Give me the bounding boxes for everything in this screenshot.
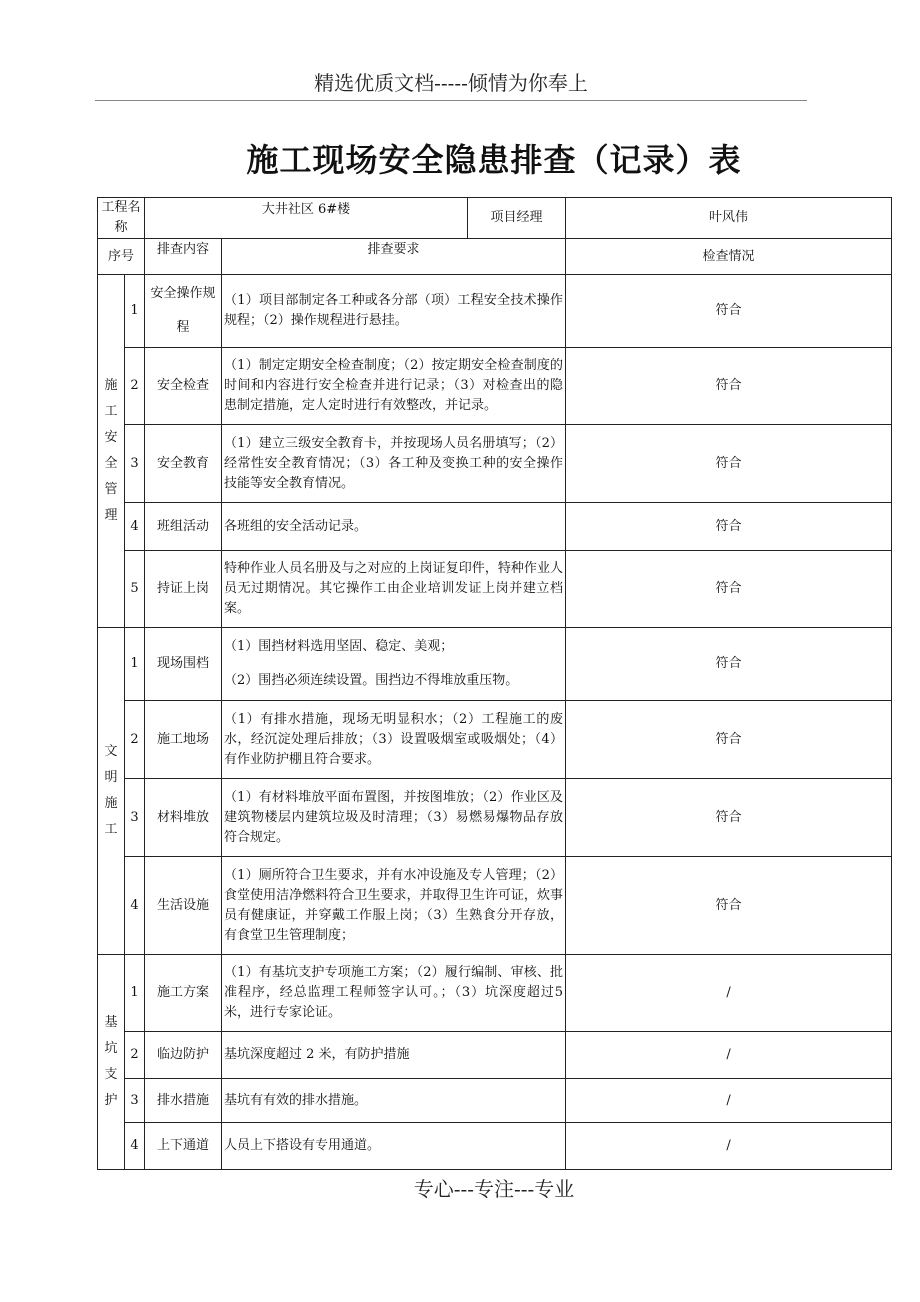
- row-number: 5: [125, 551, 145, 628]
- project-manager-label: 项目经理: [468, 198, 566, 239]
- inspection-status: 符合: [566, 551, 892, 628]
- inspection-item: 安全教育: [145, 425, 222, 503]
- inspection-item: 施工地场: [145, 701, 222, 779]
- inspection-status: 符合: [566, 857, 892, 955]
- category-cell: [98, 628, 125, 955]
- row-number: 4: [125, 1123, 145, 1170]
- inspection-status: 符合: [566, 628, 892, 701]
- inspection-requirement: 基坑深度超过 2 米，有防护措施: [222, 1032, 566, 1079]
- column-header-status: 检查情况: [566, 239, 892, 275]
- row-number: 1: [125, 275, 145, 348]
- inspection-requirement: （1）有排水措施，现场无明显积水；（2）工程施工的废水，经沉淀处理后排放；（3）设置吸烟室或吸烟处；（4）有作业防护棚且符合要求。: [222, 701, 566, 779]
- inspection-status: /: [566, 1079, 892, 1123]
- requirement-line-2: （2）围挡必须连续设置。围挡边不得堆放重压物。: [224, 673, 519, 688]
- inspection-item: 班组活动: [145, 503, 222, 551]
- inspection-item: 安全操作规程: [145, 275, 222, 348]
- column-header-content: 排查内容: [145, 239, 222, 275]
- table-row: [98, 275, 892, 348]
- column-header-row: [98, 239, 892, 275]
- inspection-status: /: [566, 1123, 892, 1170]
- table-row: [98, 503, 892, 551]
- category-cell: [98, 275, 125, 628]
- table-row: [98, 1032, 892, 1079]
- inspection-status: 符合: [566, 425, 892, 503]
- row-number: 4: [125, 857, 145, 955]
- inspection-item: 施工方案: [145, 955, 222, 1032]
- table-row: [98, 425, 892, 503]
- row-number: 1: [125, 955, 145, 1032]
- inspection-item: 上下通道: [145, 1123, 222, 1170]
- row-number: 3: [125, 779, 145, 857]
- category-cell: [98, 955, 125, 1170]
- project-name-value: 大井社区 6#楼: [145, 198, 468, 239]
- project-name-label: 工程名称: [98, 198, 145, 239]
- inspection-table: [97, 197, 892, 1170]
- row-number: 1: [125, 628, 145, 701]
- table-row: [98, 1079, 892, 1123]
- inspection-requirement: 人员上下搭设有专用通道。: [222, 1123, 566, 1170]
- column-header-seq: 序号: [98, 239, 145, 275]
- row-number: 2: [125, 701, 145, 779]
- column-header-requirement: 排查要求: [222, 239, 566, 275]
- inspection-item: 生活设施: [145, 857, 222, 955]
- table-row: [98, 628, 892, 701]
- page-footer: 专心---专注---专业: [413, 1177, 575, 1201]
- inspection-requirement: （1）厕所符合卫生要求，并有水冲设施及专人管理；（2）食堂使用洁净燃料符合卫生要求，并取得卫生许可证，炊事员有健康证，并穿戴工作服上岗；（3）生熟食分开存放，有食堂卫生管理制度；: [222, 857, 566, 955]
- row-number: 2: [125, 1032, 145, 1079]
- table-row: [98, 857, 892, 955]
- row-number: 3: [125, 425, 145, 503]
- project-manager-value: 叶风伟: [566, 198, 892, 239]
- inspection-requirement: （1）有基坑支护专项施工方案；（2）履行编制、审核、批准程序，经总监理工程师签字认可。；（3）坑深度超过5米，进行专家论证。: [222, 955, 566, 1032]
- inspection-item: 安全检查: [145, 348, 222, 425]
- inspection-requirement: 基坑有有效的排水措施。: [222, 1079, 566, 1123]
- table-row: [98, 1123, 892, 1170]
- inspection-requirement: 特种作业人员名册及与之对应的上岗证复印件，特种作业人员无过期情况。其它操作工由企业培训发证上岗并建立档案。: [222, 551, 566, 628]
- inspection-item: 持证上岗: [145, 551, 222, 628]
- inspection-status: 符合: [566, 503, 892, 551]
- inspection-requirement: （1）有材料堆放平面布置图，并按图堆放；（2）作业区及建筑物楼层内建筑垃圾及时清理；（3）易燃易爆物品存放符合规定。: [222, 779, 566, 857]
- table-row: [98, 955, 892, 1032]
- table-row: [98, 779, 892, 857]
- inspection-item: 临边防护: [145, 1032, 222, 1079]
- inspection-status: 符合: [566, 779, 892, 857]
- table-row: [98, 551, 892, 628]
- header-divider: [95, 100, 807, 101]
- inspection-item: 排水措施: [145, 1079, 222, 1123]
- category-label: 基坑支护: [104, 1015, 118, 1108]
- inspection-requirement: （1）项目部制定各工种或各分部（项）工程安全技术操作规程；（2）操作规程进行悬挂。: [222, 275, 566, 348]
- requirement-line-1: （1）围挡材料选用坚固、稳定、美观；: [224, 639, 454, 654]
- inspection-status: 符合: [566, 275, 892, 348]
- inspection-item: 现场围档: [145, 628, 222, 701]
- inspection-requirement: （1）制定定期安全检查制度；（2）按定期安全检查制度的时间和内容进行安全检查并进行记录；（3）对检查出的隐患制定措施，定人定时进行有效整改，并记录。: [222, 348, 566, 425]
- inspection-status: 符合: [566, 701, 892, 779]
- project-info-row: [98, 198, 892, 239]
- inspection-requirement: 各班组的安全活动记录。: [222, 503, 566, 551]
- document-title: 施工现场安全隐患排查（记录）表: [246, 141, 742, 179]
- table-row: [98, 701, 892, 779]
- inspection-requirement: （1）建立三级安全教育卡，并按现场人员名册填写；（2）经常性安全教育情况；（3）各工种及变换工种的安全操作技能等安全教育情况。: [222, 425, 566, 503]
- inspection-status: /: [566, 955, 892, 1032]
- inspection-item: 材料堆放: [145, 779, 222, 857]
- category-label: 施工安全管理: [104, 378, 118, 523]
- page-header: 精选优质文档-----倾情为你奉上: [314, 71, 588, 95]
- row-number: 2: [125, 348, 145, 425]
- row-number: 3: [125, 1079, 145, 1123]
- category-label: 文明施工: [104, 744, 118, 837]
- row-number: 4: [125, 503, 145, 551]
- inspection-requirement: [222, 628, 566, 701]
- inspection-status: /: [566, 1032, 892, 1079]
- inspection-status: 符合: [566, 348, 892, 425]
- table-row: [98, 348, 892, 425]
